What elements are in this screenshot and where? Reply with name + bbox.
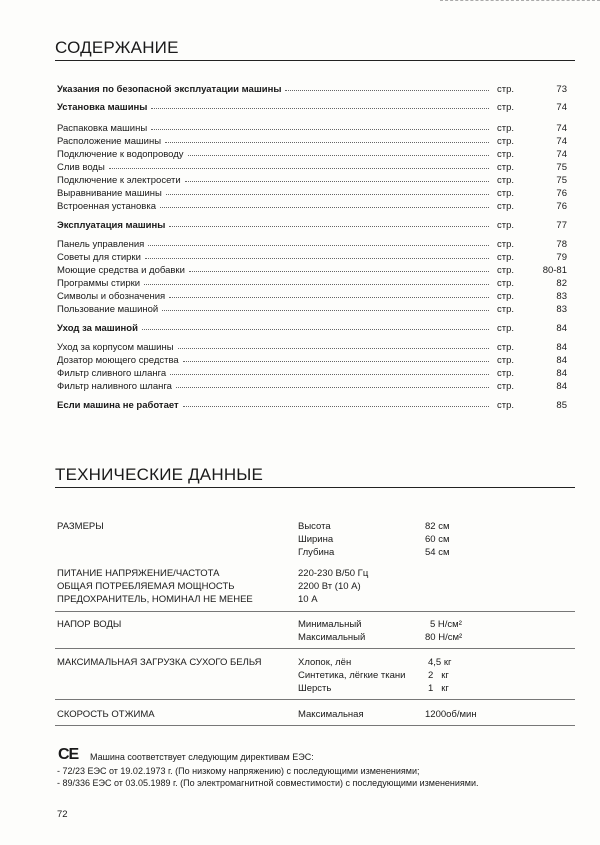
toc-entry-title: Встроенная установка (57, 201, 156, 212)
toc-entry-title: Фильтр наливного шланга (57, 381, 172, 392)
toc-entry-page: 76 (556, 201, 567, 212)
toc-leader-dots (178, 348, 489, 350)
toc-entry (57, 367, 567, 380)
divider-1 (55, 611, 575, 612)
toc-entry (57, 277, 567, 290)
toc-entry (57, 135, 567, 148)
toc-entry (57, 161, 567, 174)
toc-entry-title: Уход за машиной (57, 323, 138, 334)
toc-leader-dots (142, 329, 489, 331)
toc-entry-str: стр. (497, 84, 515, 95)
toc-leader-dots (183, 406, 489, 408)
dimensions-label: РАЗМЕРЫ (57, 521, 104, 532)
water-max-label: Максимальный (298, 632, 366, 643)
toc-entry-page: 73 (556, 84, 567, 95)
toc-entry-page: 84 (556, 323, 567, 334)
load-label: МАКСИМАЛЬНАЯ ЗАГРУЗКА СУХОГО БЕЛЬЯ (57, 657, 262, 668)
toc-entry-str: стр. (497, 265, 515, 276)
toc-entry-page: 85 (556, 400, 567, 411)
toc-entry-str: стр. (497, 239, 515, 250)
scan-edge-mark (440, 0, 600, 9)
toc-entry (57, 148, 567, 161)
toc-entry-str: стр. (497, 220, 515, 231)
width-value: 60 см (425, 534, 450, 545)
toc-entry-str: стр. (497, 175, 515, 186)
toc-entry-page: 77 (556, 220, 567, 231)
toc-entry-title: Пользование машиной (57, 304, 159, 315)
height-value: 82 см (425, 521, 450, 532)
contents-rule (55, 60, 575, 61)
divider-4 (55, 725, 575, 726)
wool-value: 1 кг (428, 683, 449, 694)
toc-entry-str: стр. (497, 252, 515, 263)
divider-2 (55, 648, 575, 649)
toc-entry-page: 80-81 (542, 265, 567, 276)
spin-value: 1200об/мин (425, 709, 477, 720)
toc-leader-dots (183, 361, 489, 363)
toc-entry-str: стр. (497, 201, 515, 212)
toc-leader-dots (169, 226, 489, 228)
toc-entry-page: 84 (556, 355, 567, 366)
toc-entry (57, 219, 567, 232)
toc-entry (57, 322, 567, 335)
depth-value: 54 см (425, 547, 450, 558)
toc-leader-dots (165, 142, 489, 144)
power-value: 2200 Вт (10 А) (298, 581, 361, 592)
toc-leader-dots (189, 271, 489, 273)
toc-entry-str: стр. (497, 291, 515, 302)
toc-entry (57, 354, 567, 367)
toc-entry (57, 200, 567, 213)
toc-entry (57, 290, 567, 303)
water-min-value: 5 Н/см² (430, 619, 462, 630)
page-number: 72 (57, 809, 68, 820)
toc-leader-dots (169, 297, 489, 299)
toc-entry-page: 74 (556, 149, 567, 160)
contents-title: СОДЕРЖАНИЕ (55, 38, 179, 57)
toc-entry-page: 84 (556, 368, 567, 379)
toc-entry-title: Расположение машины (57, 136, 162, 147)
compliance-item-2: - 89/336 ЕЭС от 03.05.1989 г. (По электромагнитной совместимости) с последующими изменениями. (57, 778, 479, 788)
compliance-intro: Машина соответствует следующим директивам ЕЭС: (90, 752, 314, 762)
toc-entry-str: стр. (497, 323, 515, 334)
toc-entry-str: стр. (497, 136, 515, 147)
toc-entry-str: стр. (497, 355, 515, 366)
toc-entry-page: 76 (556, 188, 567, 199)
toc-entry-page: 82 (556, 278, 567, 289)
toc-leader-dots (145, 258, 489, 260)
toc-entry-str: стр. (497, 304, 515, 315)
toc-entry (57, 174, 567, 187)
toc-entry-title: Моющие средства и добавки (57, 265, 185, 276)
toc-leader-dots (151, 129, 489, 131)
width-label: Ширина (298, 534, 334, 545)
toc-entry-title: Выравнивание машины (57, 188, 162, 199)
toc-entry (57, 341, 567, 354)
depth-label: Глубина (298, 547, 335, 558)
toc-leader-dots (162, 310, 489, 312)
toc-entry (57, 101, 567, 114)
toc-entry-page: 78 (556, 239, 567, 250)
toc-entry (57, 264, 567, 277)
synthetics-label: Синтетика, лёгкие ткани (298, 670, 406, 681)
toc-entry-title: Установка машины (57, 102, 148, 113)
toc-entry-page: 84 (556, 381, 567, 392)
toc-entry-title: Панель управления (57, 239, 145, 250)
toc-entry-str: стр. (497, 188, 515, 199)
toc-entry-title: Эксплуатация машины (57, 220, 166, 231)
toc-entry-title: Распаковка машины (57, 123, 148, 134)
toc-entry-title: Подключение к электросети (57, 175, 181, 186)
toc-entry-str: стр. (497, 149, 515, 160)
toc-leader-dots (170, 374, 489, 376)
toc-entry-page: 75 (556, 162, 567, 173)
power-label: ОБЩАЯ ПОТРЕБЛЯЕМАЯ МОЩНОСТЬ (57, 581, 235, 592)
spin-label: СКОРОСТЬ ОТЖИМА (57, 709, 155, 720)
toc-entry (57, 251, 567, 264)
toc-entry-title: Советы для стирки (57, 252, 141, 263)
toc-entry-page: 79 (556, 252, 567, 263)
toc-entry-str: стр. (497, 123, 515, 134)
toc-entry-title: Фильтр сливного шланга (57, 368, 167, 379)
toc-leader-dots (188, 155, 489, 157)
specs-title: ТЕХНИЧЕСКИЕ ДАННЫЕ (55, 465, 264, 484)
spin-max-label: Максимальная (298, 709, 364, 720)
toc-entry (57, 399, 567, 412)
toc-entry-title: Дозатор моющего средства (57, 355, 179, 366)
specs-rule (55, 487, 575, 488)
cotton-value: 4,5 кг (428, 657, 452, 668)
toc-leader-dots (151, 108, 489, 110)
toc-leader-dots (166, 194, 489, 196)
toc-leader-dots (148, 245, 489, 247)
toc-entry-title: Слив воды (57, 162, 105, 173)
toc-entry (57, 83, 567, 96)
toc-entry-page: 83 (556, 291, 567, 302)
toc-entry-str: стр. (497, 400, 515, 411)
fuse-value: 10 А (298, 594, 318, 605)
toc-entry-page: 74 (556, 136, 567, 147)
toc-entry-title: Программы стирки (57, 278, 141, 289)
toc-leader-dots (285, 90, 489, 92)
toc-entry-page: 75 (556, 175, 567, 186)
toc-entry-str: стр. (497, 381, 515, 392)
height-label: Высота (298, 521, 331, 532)
toc-leader-dots (144, 284, 489, 286)
toc-entry-page: 84 (556, 342, 567, 353)
toc-entry (57, 187, 567, 200)
toc-leader-dots (109, 168, 489, 170)
water-max-value: 80 Н/см² (425, 632, 463, 643)
toc-entry-str: стр. (497, 368, 515, 379)
ce-mark: CE (58, 746, 79, 763)
toc-entry-str: стр. (497, 342, 515, 353)
synthetics-value: 2 кг (428, 670, 449, 681)
toc-entry-page: 74 (556, 102, 567, 113)
divider-3 (55, 699, 575, 700)
toc-entry-title: Указания по безопасной эксплуатации машины (57, 84, 282, 95)
toc-entry-title: Если машина не работает (57, 400, 179, 411)
cotton-label: Хлопок, лён (298, 657, 352, 668)
toc-entry-title: Символы и обозначения (57, 291, 166, 302)
toc-leader-dots (160, 207, 489, 209)
voltage-value: 220-230 В/50 Гц (298, 568, 369, 579)
toc-entry-str: стр. (497, 278, 515, 289)
water-min-label: Минимальный (298, 619, 362, 630)
toc-leader-dots (176, 387, 489, 389)
fuse-label: ПРЕДОХРАНИТЕЛЬ, НОМИНАЛ НЕ МЕНЕЕ (57, 594, 253, 605)
toc-entry-title: Уход за корпусом машины (57, 342, 174, 353)
toc-entry-page: 83 (556, 304, 567, 315)
compliance-item-1: - 72/23 ЕЭС от 19.02.1973 г. (По низкому напряжению) с последующими изменениями; (57, 766, 420, 776)
toc-entry (57, 238, 567, 251)
wool-label: Шерсть (298, 683, 332, 694)
toc-entry-title: Подключение к водопроводу (57, 149, 184, 160)
toc-entry (57, 122, 567, 135)
voltage-label: ПИТАНИЕ НАПРЯЖЕНИЕ/ЧАСТОТА (57, 568, 220, 579)
water-pressure-label: НАПОР ВОДЫ (57, 619, 122, 630)
toc-entry (57, 303, 567, 316)
toc-leader-dots (185, 181, 489, 183)
toc-entry-page: 74 (556, 123, 567, 134)
toc-entry-str: стр. (497, 162, 515, 173)
toc-entry-str: стр. (497, 102, 515, 113)
toc-entry (57, 380, 567, 393)
